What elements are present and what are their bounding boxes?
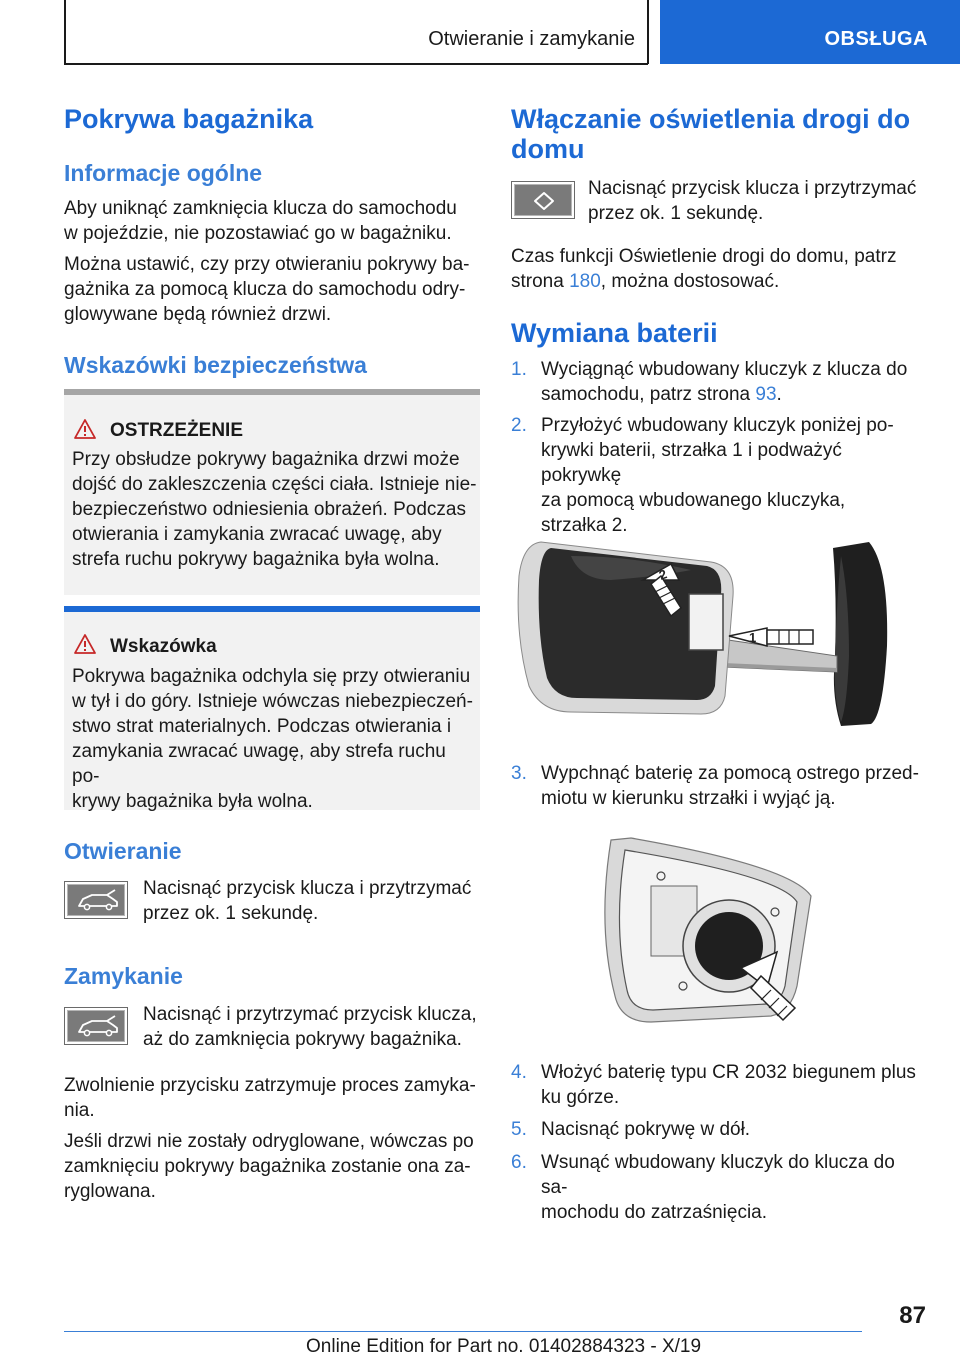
arrow-2-label: 2: [656, 566, 669, 583]
edition-text: Online Edition for Part no. 01402884323 - X/19: [306, 1336, 702, 1357]
notice-text: Pokrywa bagażnika odchyla się przy otwieraniu w tył i do góry. Istnieje wówczas niebezpieczeń- stwo strat materialnych. Podczas otwierania i zamykania zwracać uwagę, aby strefa ruchu po- krywy bagażnika była wolna.: [72, 666, 473, 812]
heading-general-info: Informacje ogólne: [64, 160, 263, 186]
warning-rule: [64, 389, 480, 395]
closing-text-2: Zwolnienie przycisku zatrzymuje proces zamyka- nia.: [64, 1075, 476, 1121]
diamond-icon: [511, 181, 575, 219]
notice-title: Wskazówka: [110, 636, 217, 657]
closing-text-3: Jeśli drzwi nie zostały odryglowane, wówczas po zamknięciu pokrywy bagażnika zostanie ona za- ryglowana.: [64, 1131, 474, 1202]
warning-triangle-icon: [74, 419, 96, 439]
notice-box: [64, 606, 480, 810]
arrow-1-label: 1: [749, 630, 757, 645]
battery-compartment-figure: [591, 836, 831, 1036]
opening-text: Nacisnąć przycisk klucza i przytrzymać przez ok. 1 sekundę.: [143, 878, 472, 924]
notice-rule: [64, 606, 480, 612]
warning-triangle-icon: [74, 634, 96, 654]
warning-box: [64, 389, 480, 595]
page-link-180[interactable]: 180: [569, 271, 601, 292]
car-trunk-icon: [64, 1007, 128, 1045]
footer-rule: [64, 1331, 862, 1332]
general-text-2: Można ustawić, czy przy otwieraniu pokrywy ba- gażnika za pomocą klucza do samochodu odry- glowywane będą również drzwi.: [64, 254, 470, 325]
header-divider: [647, 0, 649, 64]
heading-safety: Wskazówki bezpieczeństwa: [64, 352, 367, 378]
section-title-battery: Wymiana baterii: [511, 318, 718, 348]
car-trunk-icon: [64, 881, 128, 919]
key-blade-figure: [511, 536, 891, 736]
page-link-93[interactable]: 93: [755, 384, 777, 405]
chapter-title: Otwieranie i zamykanie: [428, 28, 635, 50]
warning-title: OSTRZEŻENIE: [110, 420, 244, 441]
closing-text: Nacisnąć i przytrzymać przycisk klucza, aż do zamknięcia pokrywy bagażnika.: [143, 1004, 477, 1050]
header-bottom-rule: [64, 63, 648, 65]
home-lights-func-text: Czas funkcji Oświetlenie drogi do domu, patrz strona 180, można dostosować.: [511, 246, 897, 292]
section-tab[interactable]: [660, 0, 960, 64]
general-text-1: Aby uniknąć zamknięcia klucza do samochodu w pojeździe, nie pozostawiać go w bagażniku.: [64, 198, 457, 244]
section-tab-label: OBSŁUGA: [824, 28, 928, 50]
heading-closing: Zamykanie: [64, 963, 183, 989]
heading-opening: Otwieranie: [64, 838, 182, 864]
page-number: 87: [899, 1302, 926, 1329]
warning-text: Przy obsłudze pokrywy bagażnika drzwi może dojść do zakleszczenia części ciała. Istnieje nie- bezpieczeństwo odniesienia obrażeń. Podczas otwierania i zamykania zwracać uwagę, aby strefa ruchu pokrywy bagażnika była wolna.: [72, 449, 477, 570]
section-title-trunk: Pokrywa bagażnika: [64, 104, 314, 134]
section-title-home-lights: Włączanie oświetlenia drogi do domu: [511, 104, 911, 164]
home-lights-icon-text: Nacisnąć przycisk klucza i przytrzymać przez ok. 1 sekundę.: [588, 178, 917, 224]
